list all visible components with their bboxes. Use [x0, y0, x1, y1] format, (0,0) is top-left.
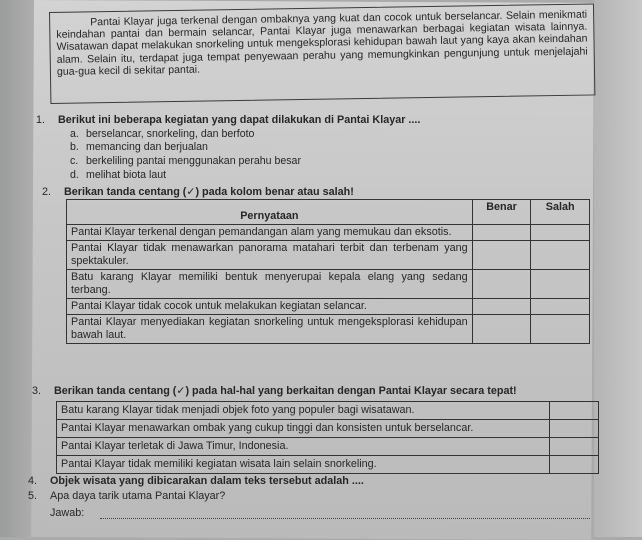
statement-cell: Pantai Klayar menyediakan kegiatan snorkeling untuk mengeksplorasi kehidupan bawah laut. [67, 315, 473, 344]
header-statement: Pernyataan [67, 200, 473, 225]
false-checkbox-cell[interactable] [531, 241, 590, 270]
statement-cell: Pantai Klayar tidak menawarkan panorama matahari terbit dan terbenam yang spektakuler. [67, 241, 473, 270]
true-false-table [66, 199, 590, 344]
table-row [67, 299, 590, 315]
option-text: memancing dan berjualan [86, 141, 208, 153]
question-text: Berikut ini beberapa kegiatan yang dapat dilakukan di Pantai Klayar .... [58, 114, 421, 126]
option-text: berselancar, snorkeling, dan berfoto [86, 128, 255, 140]
question-1 [36, 114, 420, 126]
table-row [57, 438, 599, 456]
question-text: Objek wisata yang dibicarakan dalam teks tersebut adalah .... [50, 475, 364, 487]
false-checkbox-cell[interactable] [531, 315, 590, 344]
option-d[interactable] [70, 169, 166, 181]
answer-line[interactable] [100, 518, 590, 519]
table-header-row [67, 200, 590, 225]
statement-cell: Pantai Klayar terletak di Jawa Timur, Indonesia. [57, 438, 550, 456]
table-row [57, 402, 599, 420]
statement-cell: Batu karang Klayar tidak menjadi objek foto yang populer bagi wisatawan. [57, 402, 550, 420]
question-3 [32, 385, 517, 397]
header-false: Salah [531, 200, 590, 225]
statement-cell: Batu karang Klayar memiliki bentuk menyerupai kepala elang yang sedang terbang. [67, 270, 473, 299]
table-row [67, 315, 590, 344]
question-number: 5. [28, 490, 38, 502]
checkbox-cell[interactable] [550, 420, 599, 438]
question-text: Apa daya tarik utama Pantai Klayar? [50, 490, 226, 502]
checkbox-cell[interactable] [550, 456, 599, 474]
statement-cell: Pantai Klayar tidak cocok untuk melakukan kegiatan selancar. [67, 299, 473, 315]
question-number: 2. [42, 186, 52, 198]
option-letter: c. [70, 155, 79, 167]
true-checkbox-cell[interactable] [472, 241, 531, 270]
table-row [57, 420, 599, 438]
header-true: Benar [472, 200, 531, 225]
false-checkbox-cell[interactable] [531, 299, 590, 315]
question-text: Berikan tanda centang (✓) pada kolom benar atau salah! [64, 186, 354, 198]
checkbox-cell[interactable] [550, 402, 599, 420]
checklist-table [56, 401, 599, 474]
table-row [67, 225, 590, 241]
true-checkbox-cell[interactable] [472, 299, 531, 315]
question-2 [42, 186, 354, 198]
false-checkbox-cell[interactable] [531, 225, 590, 241]
true-checkbox-cell[interactable] [472, 270, 531, 299]
option-letter: d. [70, 169, 79, 181]
question-number: 3. [32, 385, 42, 397]
false-checkbox-cell[interactable] [531, 270, 590, 299]
question-5 [28, 490, 225, 502]
true-checkbox-cell[interactable] [472, 315, 531, 344]
option-letter: a. [70, 128, 79, 140]
true-checkbox-cell[interactable] [472, 225, 531, 241]
question-text: Berikan tanda centang (✓) pada hal-hal yang berkaitan dengan Pantai Klayar secara tepat! [54, 385, 517, 397]
question-4 [28, 475, 364, 487]
option-b[interactable] [70, 141, 208, 153]
statement-cell: Pantai Klayar menawarkan ombak yang cukup tinggi dan konsisten untuk berselancar. [57, 420, 550, 438]
option-text: berkeliling pantai menggunakan perahu besar [86, 155, 301, 167]
question-number: 4. [28, 475, 38, 487]
option-c[interactable] [70, 155, 301, 167]
option-a[interactable] [70, 128, 254, 140]
statement-cell: Pantai Klayar terkenal dengan pemandangan alam yang memukau dan eksotis. [67, 225, 473, 241]
reading-passage [49, 3, 595, 104]
table-row [67, 241, 590, 270]
question-number: 1. [36, 114, 46, 126]
answer-label: Jawab: [50, 507, 85, 519]
passage-text: Pantai Klayar juga terkenal dengan ombaknya yang kuat dan cocok untuk berselancar. Selain menikmati keindahan pantai dan bermain selancar, Pantai Klayar juga menawarkan berbagai kegiatan wisata lainnya. Wisatawan dapat melakukan snorkeling untuk mengeksplorasi kehidupan bawah laut yang kaya akan keindahan alam. Selain itu, terdapat juga tempat penyewaan perahu yang memungkinkan pengunjung untuk menjelajahi gua-gua kecil di sekitar pantai. [56, 8, 588, 78]
option-letter: b. [70, 141, 79, 153]
option-text: melihat biota laut [86, 169, 167, 181]
checkbox-cell[interactable] [550, 438, 599, 456]
table-row [67, 270, 590, 299]
statement-cell: Pantai Klayar tidak memiliki kegiatan wisata lain selain snorkeling. [57, 456, 550, 474]
table-row [57, 456, 599, 474]
